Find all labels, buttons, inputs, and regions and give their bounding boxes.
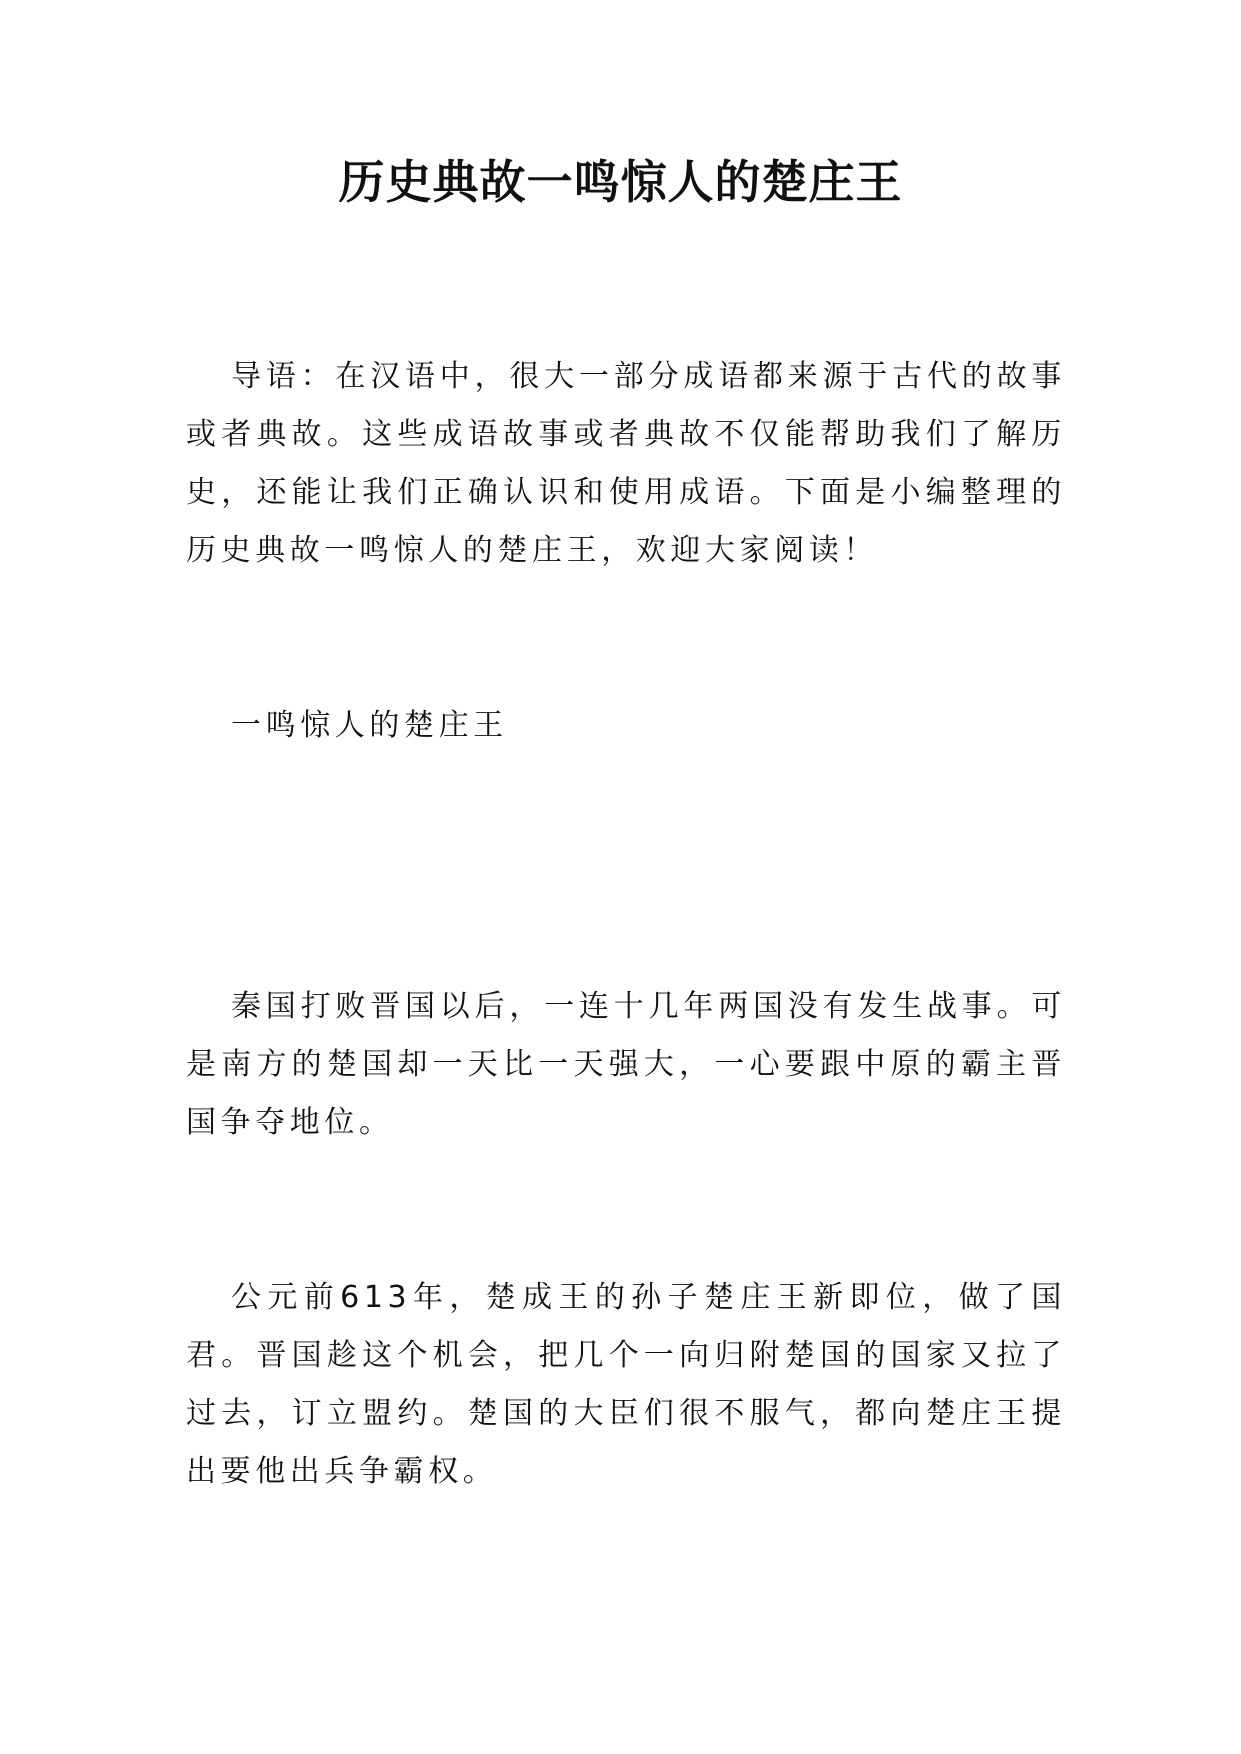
section-subtitle: 一鸣惊人的楚庄王: [231, 708, 508, 743]
body-paragraph-1: 秦国打败晋国以后，一连十几年两国没有发生战事。可是南方的楚国却一天比一天强大，一心要跟中原的霸主晋国争夺地位。: [186, 989, 1066, 1140]
body-paragraph-2: 公元前613年，楚成王的孙子楚庄王新即位，做了国君。晋国趁这个机会，把几个一向归附楚国的国家又拉了过去，订立盟约。楚国的大臣们很不服气，都向楚庄王提出要他出兵争霸权。: [186, 1280, 1066, 1489]
document-title: 历史典故一鸣惊人的楚庄王: [338, 155, 903, 209]
intro-paragraph: 导语：在汉语中，很大一部分成语都来源于古代的故事或者典故。这些成语故事或者典故不仅能帮助我们了解历史，还能让我们正确认识和使用成语。下面是小编整理的历史典故一鸣惊人的楚庄王，欢迎大家阅读！: [186, 359, 1066, 568]
